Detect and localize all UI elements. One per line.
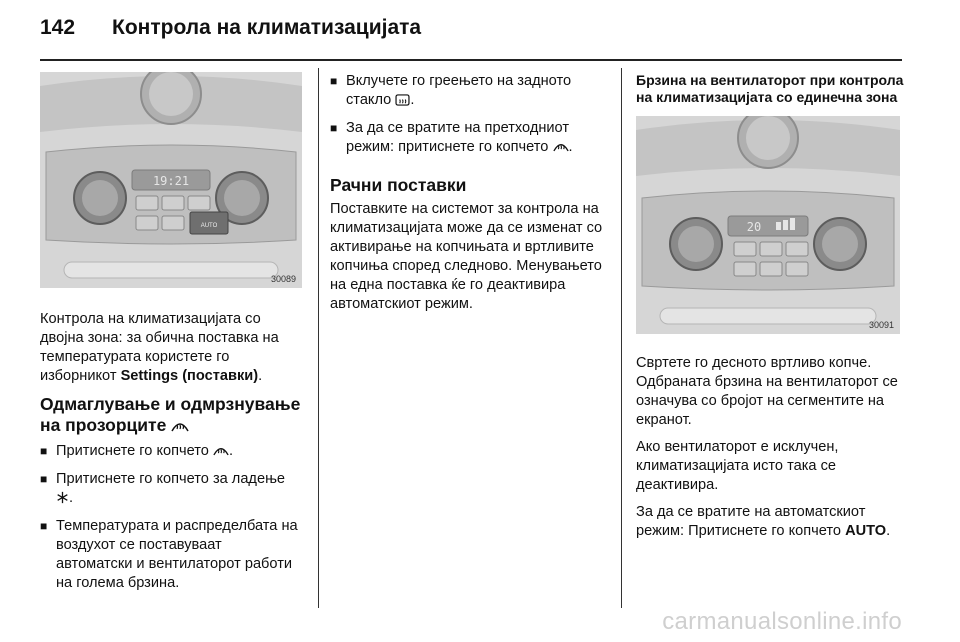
list-item: ■ Температурата и распределбата на воздухот се поставуваат автоматски и вентилаторот работи на голема брзина.: [40, 518, 298, 591]
watermark: carmanualsonline.info: [662, 608, 902, 635]
list-item: ■ Вклучете го греењето на задното стакло .: [330, 72, 606, 112]
single-zone-climate-panel-figure: [636, 116, 900, 334]
climate-panel-illustration: [636, 116, 900, 334]
column-divider-1: [318, 68, 319, 608]
manual-settings-paragraph: Поставките на системот за контрола на климатизацијата може да се изменат со активирање на копчињата и вртливите копчиња според следново. Менувањето на една поставка ќе го деактивира автоматскиот режим.: [330, 201, 603, 312]
list-item: ■ Притиснете го копчето .: [40, 442, 302, 463]
auto-mode-paragraph: За да се вратите на автоматскиот режим: Притиснете го копчето AUTO.: [636, 504, 891, 539]
defog-steps-list: [40, 442, 302, 593]
figure-number: 30091: [868, 320, 894, 330]
climate-panel-illustration: [40, 72, 302, 288]
windshield-defrost-icon: [171, 417, 189, 438]
manual-settings-title: Рачни поставки: [330, 175, 467, 195]
auto-button-label: AUTO: [200, 223, 218, 229]
fan-speed-heading: Брзина на вентилаторот при контрола на климатизацијата со единечна зона: [636, 72, 904, 105]
panel-display-text: 19:21: [152, 174, 190, 188]
windshield-defrost-icon: [553, 140, 569, 159]
header-rule: [40, 59, 902, 61]
rear-window-heating-icon: [395, 93, 410, 112]
intro-paragraph: Контрола на климатизацијата со двојна зона: за обична поставка на температурата користете го изборникот Settings (поставки).: [40, 311, 279, 384]
settings-menu-label: Settings (поставки): [120, 368, 259, 384]
dual-zone-climate-panel-figure: [40, 72, 302, 288]
fan-off-paragraph: Ако вентилаторот е исклучен, климатизацијата исто така се деактивира.: [636, 439, 839, 493]
column-divider-2: [621, 68, 622, 608]
page-number: 142: [40, 16, 76, 39]
column-2: [330, 72, 606, 322]
list-item: ■ Притиснете го копчето за ладење .: [40, 470, 302, 510]
figure-number: 30089: [270, 274, 296, 284]
rear-defrost-steps-list: [330, 72, 606, 159]
fan-speed-paragraph: Свртете го десното вртливо копче. Одбраната брзина на вентилаторот се означува со бројот на сегментите на екранот.: [636, 355, 898, 428]
defog-section-title: Одмаглување и одмрзнување на прозорците: [40, 394, 302, 438]
auto-button-label: AUTO: [845, 523, 887, 539]
panel-display-text: 20: [746, 220, 762, 234]
snowflake-icon: [56, 491, 69, 510]
column-1: [40, 72, 302, 601]
windshield-defrost-icon: [213, 444, 229, 463]
column-3: [636, 72, 904, 549]
page-title: Контрола на климатизацијата: [112, 16, 422, 39]
list-item: ■ За да се вратите на претходниот режим: притиснете го копчето .: [330, 119, 606, 159]
